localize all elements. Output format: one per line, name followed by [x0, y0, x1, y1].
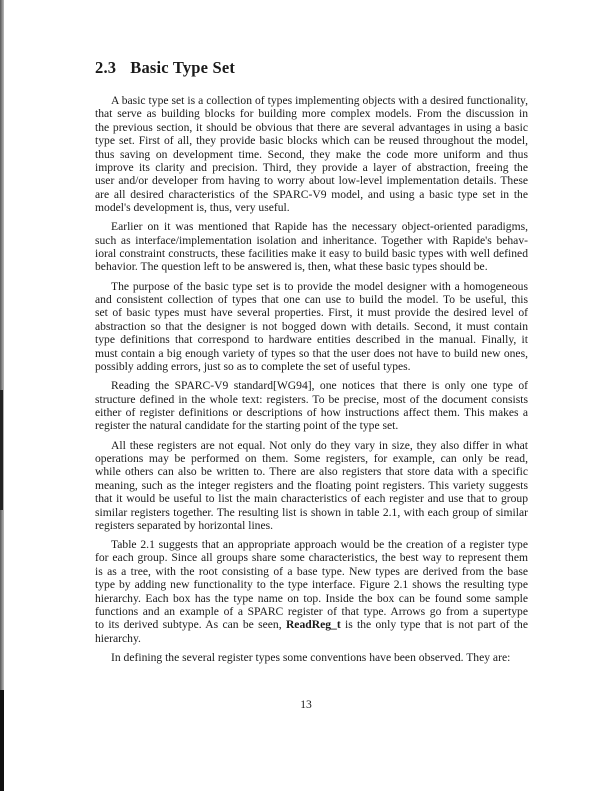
text-line: improve its clarity and precision. Third, they provide a layer of abstraction, freeing the	[95, 160, 528, 174]
text-line: are all desired characteristics of the SPARC-V9 model, and using a basic type set in the	[95, 187, 528, 201]
text-line: registers separated by horizontal lines.	[95, 518, 274, 532]
text-line: Earlier on it was mentioned that Rapide has the necessary object-oriented paradigms,	[111, 220, 528, 234]
text-line: In defining the several register types some conventions have been observed. They are:	[111, 651, 511, 665]
text-line: similar registers together. The resulting list is shown in table 2.1, with each group of similar	[95, 505, 528, 519]
text-line: set of basic types must have several properties. First, it must provide the desired level of	[95, 306, 528, 320]
type-name: ReadReg_t	[285, 618, 341, 632]
text-line: functions and an example of a SPARC register of that type. Arrows go from a supertype	[95, 605, 528, 619]
text-line: and consistent collection of types that one can use to build the model. To be useful, this	[95, 293, 528, 307]
text-line: ioral constraint constructs, these facilities make it easy to build basic types with well defined	[95, 247, 528, 261]
text-line: for each group. Since all groups share some characteristics, the best way to represent them	[95, 551, 528, 565]
text-line: hierarchy.	[95, 631, 141, 645]
text-line: either of register definitions or descriptions of how instructions affect them. This makes a	[95, 405, 528, 419]
text-line: hierarchy. Each box has the type name on top. Inside the box can be found some sample	[95, 591, 528, 605]
text-line: type by adding new functionality to the type interface. Figure 2.1 shows the resulting type	[95, 578, 528, 592]
paragraph	[95, 280, 528, 374]
paragraph	[95, 379, 528, 433]
text-line: The purpose of the basic type set is to provide the model designer with a homogeneous	[111, 279, 528, 293]
paragraph	[95, 220, 528, 274]
text-line: user and/or developer from having to worry about low-level implementation details. These	[95, 174, 528, 188]
text-line: meaning, such as the integer registers and the floating point registers. This variety suggests	[95, 478, 528, 492]
paragraph	[95, 439, 528, 533]
text-line: All these registers are not equal. Not only do they vary in size, they also differ in what	[111, 438, 528, 452]
text-line: possibly adding errors, just so as to complete the set of useful types.	[95, 360, 411, 374]
text-line: register the natural candidate for the starting point of the type set.	[95, 419, 399, 433]
text-line: the previous section, it should be obvious that there are several advantages in using a basic	[95, 120, 528, 134]
body-text	[95, 94, 528, 670]
text-line: that it would be useful to list the main characteristics of each register and use that to group	[95, 492, 528, 506]
text-line: model's development is, thus, very useful.	[95, 201, 290, 215]
text-line: while others can also be written to. There are also registers that store data with a specific	[95, 465, 528, 479]
scan-binding-mark	[0, 390, 3, 510]
text-line: behavior. The question left to be answered is, then, what these basic types should be.	[95, 260, 488, 274]
text-line: thus saving on development time. Second, they make the code more uniform and thus	[95, 147, 528, 161]
text-line: type set. First of all, they provide basic blocks which can be reused throughout the model,	[95, 134, 528, 148]
section-heading	[95, 58, 235, 78]
page-number: 13	[300, 698, 312, 711]
paragraph	[95, 94, 528, 215]
section-number: 2.3	[95, 58, 117, 77]
text-line: such as interface/implementation isolation and inheritance. Together with Rapide's behav-	[95, 233, 528, 247]
text-line: to its derived subtype. As can be seen, ReadReg_t is the only type that is not part of the	[95, 618, 529, 632]
text-line: abstraction so that the designer is not bogged down with details. Second, it must contain	[95, 319, 528, 333]
text-line: is as a tree, with the root consisting of a base type. New types are derived from the base	[95, 564, 528, 578]
text-line: that serve as building blocks for building more complex models. From the discussion in	[95, 107, 528, 121]
paragraph	[95, 651, 528, 664]
section-title: Basic Type Set	[130, 58, 236, 77]
paragraph	[95, 538, 528, 645]
text-line: A basic type set is a collection of types implementing objects with a desired functionality,	[111, 94, 528, 107]
text-line: Table 2.1 suggests that an appropriate approach would be the creation of a register type	[111, 538, 528, 552]
text-line: operations may be performed on them. Some registers, for example, can only be read,	[95, 451, 528, 465]
text-line: Reading the SPARC-V9 standard[WG94], one notices that there is only one type of	[111, 379, 528, 393]
text-line: structure defined in the whole text: registers. To be precise, most of the document consists	[95, 392, 528, 406]
text-line: type definitions that correspond to hardware entities described in the manual. Finally, it	[95, 333, 528, 347]
text-line: must contain a big enough variety of types so that the user does not have to build new ones,	[95, 346, 528, 360]
